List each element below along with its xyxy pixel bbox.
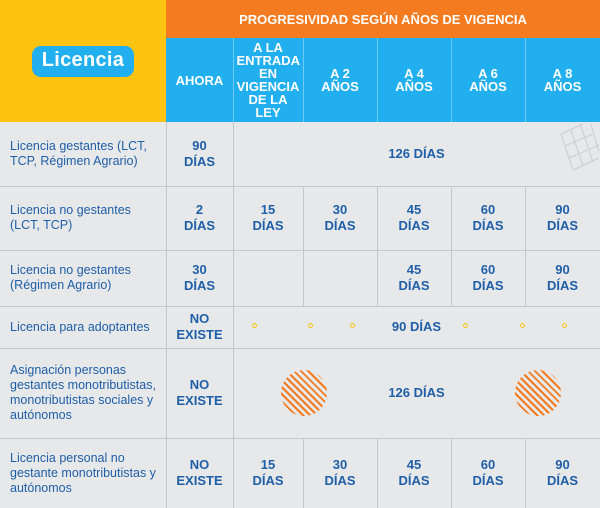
column-header-entry: A LA ENTRADA EN VIGENCIA DE LA LEY: [233, 38, 303, 122]
row-label-no-gestantes: Licencia no gestantes (LCT, TCP): [10, 203, 131, 232]
column-header-4y: A 4 AÑOS: [377, 38, 451, 122]
row-value-cell: 45 DÍAS: [398, 262, 430, 293]
dot-decoration: [562, 323, 567, 328]
hatched-circle-decoration: [281, 370, 327, 416]
row-value-cell: 15 DÍAS: [252, 202, 284, 233]
dot-decoration: [463, 323, 468, 328]
header-badge-area: [0, 0, 166, 122]
column-header-8y: A 8 AÑOS: [525, 38, 600, 122]
row-now-personal-no-gestante: NO EXISTE: [176, 457, 223, 488]
row-label-no-gestantes-agrario: Licencia no gestantes (Régimen Agrario): [10, 263, 131, 292]
licencia-badge: Licencia: [32, 46, 134, 77]
row-value-cell: 60 DÍAS: [472, 457, 504, 488]
hatched-circle-decoration: [515, 370, 561, 416]
row-value-cell: 30 DÍAS: [324, 202, 356, 233]
grid-decoration: [553, 124, 599, 178]
row-value-cell: [303, 250, 377, 306]
row-span-adoptantes: 90 DÍAS: [391, 319, 442, 334]
row-value-cell: 30 DÍAS: [324, 457, 356, 488]
row-now-asignacion: NO EXISTE: [176, 377, 223, 408]
row-now-adoptantes: NO EXISTE: [176, 311, 223, 342]
progression-title: PROGRESIVIDAD SEGÚN AÑOS DE VIGENCIA: [166, 0, 600, 38]
row-value-cell: 60 DÍAS: [472, 202, 504, 233]
row-now-gestantes: 90 DÍAS: [183, 138, 216, 169]
dot-decoration: [252, 323, 257, 328]
row-span-gestantes: 126 DÍAS: [388, 146, 445, 161]
dot-decoration: [520, 323, 525, 328]
row-label-asignacion: Asignación personas gestantes monotributistas, monotributistas sociales y autónomos: [10, 363, 156, 422]
row-label-adoptantes: Licencia para adoptantes: [10, 319, 150, 334]
row-label-personal-no-gestante: Licencia personal no gestante monotributistas y autónomos: [10, 450, 156, 495]
row-value-cell: 45 DÍAS: [398, 457, 430, 488]
row-now-no-gestantes: 2 DÍAS: [183, 202, 216, 233]
row-value-cell: 90 DÍAS: [546, 457, 579, 488]
dot-decoration: [308, 323, 313, 328]
dot-decoration: [350, 323, 355, 328]
row-now-no-gestantes-agrario: 30 DÍAS: [183, 262, 216, 293]
row-value-cell: 15 DÍAS: [252, 457, 284, 488]
row-value-cell: 90 DÍAS: [546, 202, 579, 233]
column-header-now: AHORA: [166, 38, 233, 122]
row-label-gestantes: Licencia gestantes (LCT, TCP, Régimen Agrario): [10, 139, 147, 168]
row-value-cell: 90 DÍAS: [546, 262, 579, 293]
row-value-cell: 45 DÍAS: [398, 202, 430, 233]
row-value-cell: [233, 250, 303, 306]
column-header-2y: A 2 AÑOS: [303, 38, 377, 122]
row-span-asignacion: 126 DÍAS: [388, 385, 445, 400]
column-header-6y: A 6 AÑOS: [451, 38, 525, 122]
row-value-cell: 60 DÍAS: [472, 262, 504, 293]
